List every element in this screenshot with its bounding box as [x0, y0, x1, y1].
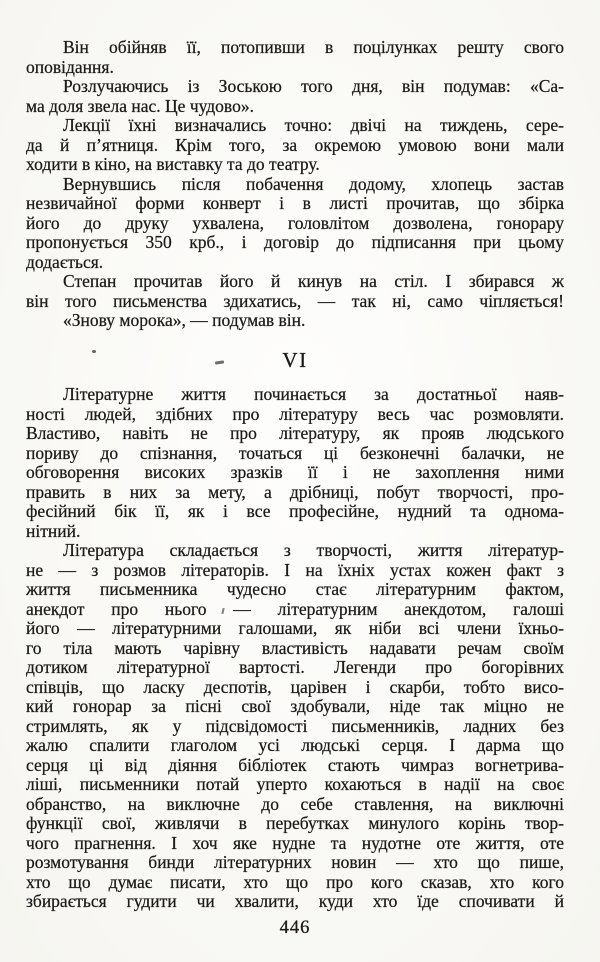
text-line: Вернувшись після побачення додому, хлопець застав — [63, 174, 564, 194]
paragraph — [26, 311, 564, 331]
text-line: фесійний бік її, як і все професійне, нудний та однома- — [26, 502, 564, 521]
text-line: пропонується 350 крб., і договір до підписання при цьому — [26, 233, 564, 252]
text-line: функції свої, живлячи в перебутках минулого корінь твор- — [26, 814, 564, 833]
text-line: він того письменства здихатись, — так ні, само чіпляється! — [26, 291, 564, 311]
paragraph — [26, 175, 564, 273]
text-block-top — [26, 38, 564, 331]
text-line: життя письменника чудесно стає літературним фактом, — [26, 580, 564, 599]
text-line: обговорення високих зразків її і не захоплення ними — [26, 463, 564, 482]
text-line: його до друку ухвалена, головлітом дозволена, гонорару — [26, 213, 564, 233]
text-line: оповідання. — [26, 57, 114, 77]
text-line: жалю спалити глаголом усі людські серця. І дарма що — [26, 736, 564, 755]
text-line: серця ці від діяння бібліотек стають чимраз вогнетрива- — [26, 755, 564, 775]
text-line: нітний. — [26, 521, 81, 541]
text-line: «Знову морока», — подумав він. — [63, 311, 306, 330]
text-line: додається. — [26, 252, 104, 272]
chapter-heading: VI — [282, 348, 308, 372]
text-line: стримлять, як у підсвідомості письменників, ладних без — [26, 716, 564, 736]
text-line: розмотування бинди літературних новин — хто що пише, — [26, 853, 564, 872]
text-line: го тіла мають чарівну властивість надавати речам своїм — [26, 638, 564, 658]
text-line: править в них за мету, а дрібниці, побут творчості, про- — [26, 482, 564, 502]
text-line: Розлучаючись із Зоською того дня, він подумав: «Са- — [63, 77, 564, 96]
paragraph — [26, 116, 564, 175]
paragraph — [26, 541, 564, 912]
text-line: чого прагнення. І хоч яке нудне та нудотне оте життя, оте — [26, 833, 564, 853]
text-line: ходити в кіно, на виставку та до театру. — [26, 155, 320, 174]
text-line: Лекції їхні визначались точно: двічі на тиждень, сере- — [63, 116, 564, 135]
page-number: 446 — [279, 918, 311, 938]
text-block-main — [26, 385, 564, 912]
paragraph — [26, 38, 564, 77]
text-line: обранство, на виключне до себе ставлення, на виключні — [26, 794, 564, 814]
text-line: пориву до спізнання, точаться ці безконечні балачки, не — [26, 443, 564, 463]
paragraph — [26, 77, 564, 116]
text-line: Степан прочитав його й кинув на стіл. І збирався ж — [63, 272, 564, 291]
text-line: збирається гудити чи хвалити, куди хто їде спочивати й — [26, 892, 564, 911]
text-line: Властиво, навіть не про літературу, як прояв людського — [26, 424, 564, 443]
text-line: дотиком літературної вартості. Легенди про богорівних — [26, 658, 564, 677]
text-line: не — з розмов літераторів. І на їхніх устах кожен факт з — [26, 560, 564, 580]
text-line: незвичайної форми конверт і в листі прочитав, що збірка — [26, 194, 564, 213]
text-line: Література складається з творчості, життя літератур- — [63, 541, 564, 560]
text-line: кий гонорар за пісні свої здобували, ніде так міцно не — [26, 697, 564, 716]
text-line: Літературне життя починається за достатньої наяв- — [63, 385, 564, 404]
text-line: да й п’ятниця. Крім того, за окремою умовою вони мали — [26, 135, 564, 155]
text-line: ма доля звела нас. Це чудово». — [26, 96, 254, 116]
text-line: його — літературними галошами, як ніби всі члени їхньо- — [26, 619, 564, 638]
text-line: Він обійняв її, потопивши в поцілунках решту свого — [63, 38, 564, 57]
paragraph — [26, 272, 564, 311]
text-line: ліші, письменники потай уперто кохаються в надії на своє — [26, 775, 564, 794]
text-line: ності людей, здібних про літературу весь час розмовляти. — [26, 404, 564, 424]
paragraph — [26, 385, 564, 541]
text-line: співців, що ласку деспотів, царівен і скарби, тобто висо- — [26, 677, 564, 697]
text-line: анекдот про нього — літературним анекдотом, галоші — [26, 599, 564, 619]
text-line: хто що думає писати, хто що про кого сказав, хто кого — [26, 872, 564, 892]
